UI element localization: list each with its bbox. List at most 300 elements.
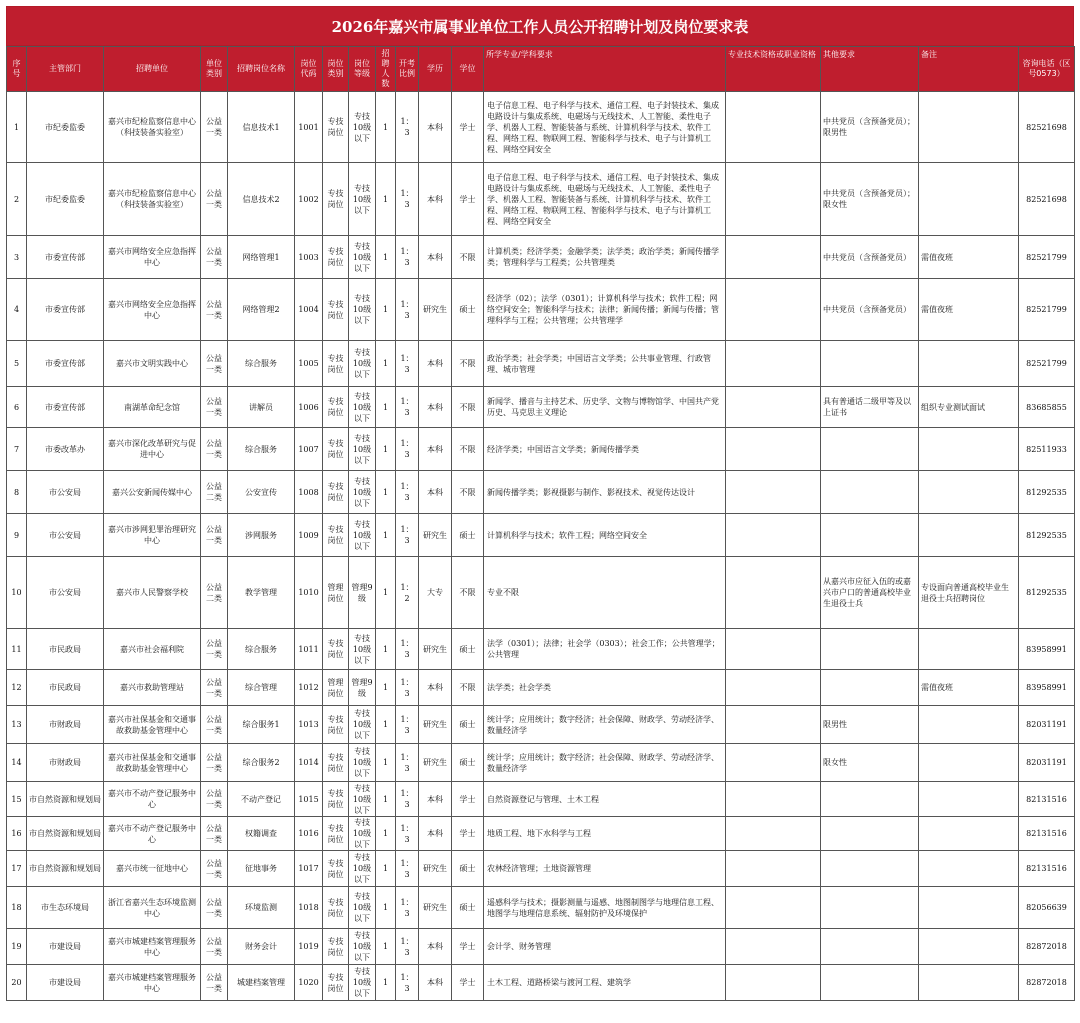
cell-other bbox=[821, 670, 919, 706]
cell-post-code: 1005 bbox=[295, 341, 323, 387]
cell-dept: 市民政局 bbox=[27, 670, 104, 706]
cell-dept: 市公安局 bbox=[27, 471, 104, 514]
cell-ratio: 1：3 bbox=[396, 929, 419, 965]
cell-phone: 82131516 bbox=[1019, 782, 1075, 817]
cell-post-level: 专技10级以下 bbox=[349, 744, 376, 782]
table-row bbox=[7, 279, 1075, 341]
cell-unit-type: 公益一类 bbox=[201, 744, 228, 782]
cell-dept: 市建设局 bbox=[27, 965, 104, 1001]
header-qualification: 专业技术资格或职业资格 bbox=[726, 47, 821, 92]
cell-post-name: 财务会计 bbox=[228, 929, 295, 965]
cell-qualification bbox=[726, 706, 821, 744]
cell-phone: 81292535 bbox=[1019, 471, 1075, 514]
cell-other bbox=[821, 514, 919, 557]
cell-post-code: 1001 bbox=[295, 92, 323, 163]
cell-degree: 硕士 bbox=[452, 706, 484, 744]
header-major: 所学专业/学科要求 bbox=[484, 47, 726, 92]
cell-education: 研究生 bbox=[419, 629, 452, 670]
header-remark: 备注 bbox=[919, 47, 1019, 92]
cell-other bbox=[821, 851, 919, 887]
cell-post-category: 专技岗位 bbox=[323, 965, 349, 1001]
cell-remark bbox=[919, 782, 1019, 817]
cell-count: 1 bbox=[376, 744, 396, 782]
cell-ratio: 1：3 bbox=[396, 706, 419, 744]
cell-dept: 市自然资源和规划局 bbox=[27, 817, 104, 851]
cell-dept: 市民政局 bbox=[27, 629, 104, 670]
table-row bbox=[7, 629, 1075, 670]
cell-phone: 83685855 bbox=[1019, 387, 1075, 428]
cell-post-category: 专技岗位 bbox=[323, 92, 349, 163]
cell-unit: 嘉兴市网络安全应急指挥中心 bbox=[104, 279, 201, 341]
cell-remark bbox=[919, 163, 1019, 236]
cell-post-name: 信息技术2 bbox=[228, 163, 295, 236]
cell-seq: 10 bbox=[7, 557, 27, 629]
cell-major: 电子信息工程、电子科学与技术、通信工程、电子封装技术、集成电路设计与集成系统、电磁场与无线技术、人工智能、柔性电子学、机器人工程、智能装备与系统、计算机科学与技术、软件工程、网络工程、物联网工程、智能科学与技术、电子与计算机工程、网络空间安全 bbox=[484, 163, 726, 236]
cell-education: 研究生 bbox=[419, 851, 452, 887]
cell-post-name: 网络管理2 bbox=[228, 279, 295, 341]
cell-degree: 硕士 bbox=[452, 279, 484, 341]
cell-other: 中共党员（含预备党员）；限男性 bbox=[821, 92, 919, 163]
cell-unit-type: 公益二类 bbox=[201, 471, 228, 514]
cell-other: 中共党员（含预备党员） bbox=[821, 279, 919, 341]
cell-seq: 14 bbox=[7, 744, 27, 782]
cell-phone: 82872018 bbox=[1019, 929, 1075, 965]
cell-post-name: 权籍调查 bbox=[228, 817, 295, 851]
cell-qualification bbox=[726, 629, 821, 670]
cell-other bbox=[821, 965, 919, 1001]
cell-unit: 浙江省嘉兴生态环境监测中心 bbox=[104, 887, 201, 929]
cell-count: 1 bbox=[376, 851, 396, 887]
cell-dept: 市委改革办 bbox=[27, 428, 104, 471]
cell-post-level: 专技10级以下 bbox=[349, 471, 376, 514]
header-post-code: 岗位代码 bbox=[295, 47, 323, 92]
recruitment-sheet bbox=[6, 6, 1074, 1001]
cell-unit: 嘉兴市不动产登记服务中心 bbox=[104, 782, 201, 817]
cell-major: 政治学类；社会学类；中国语言文学类；公共事业管理、行政管理、城市管理 bbox=[484, 341, 726, 387]
cell-education: 本科 bbox=[419, 387, 452, 428]
cell-phone: 81292535 bbox=[1019, 557, 1075, 629]
cell-seq: 3 bbox=[7, 236, 27, 279]
cell-unit: 嘉兴市救助管理站 bbox=[104, 670, 201, 706]
cell-post-name: 综合服务 bbox=[228, 428, 295, 471]
table-row bbox=[7, 557, 1075, 629]
cell-post-level: 专技10级以下 bbox=[349, 629, 376, 670]
table-row bbox=[7, 428, 1075, 471]
cell-phone: 82031191 bbox=[1019, 706, 1075, 744]
cell-ratio: 1：3 bbox=[396, 744, 419, 782]
cell-post-code: 1015 bbox=[295, 782, 323, 817]
cell-post-name: 涉网服务 bbox=[228, 514, 295, 557]
cell-education: 研究生 bbox=[419, 887, 452, 929]
header-count: 招聘人数 bbox=[376, 47, 396, 92]
cell-other bbox=[821, 471, 919, 514]
cell-education: 本科 bbox=[419, 341, 452, 387]
cell-remark: 需值夜班 bbox=[919, 236, 1019, 279]
cell-education: 本科 bbox=[419, 670, 452, 706]
cell-dept: 市财政局 bbox=[27, 744, 104, 782]
cell-unit-type: 公益一类 bbox=[201, 428, 228, 471]
cell-dept: 市委宣传部 bbox=[27, 341, 104, 387]
cell-major: 遥感科学与技术；摄影测量与遥感、地图制图学与地理信息工程、地图学与地理信息系统、辐射防护及环境保护 bbox=[484, 887, 726, 929]
cell-other: 具有普通话二级甲等及以上证书 bbox=[821, 387, 919, 428]
cell-unit: 嘉兴市不动产登记服务中心 bbox=[104, 817, 201, 851]
cell-ratio: 1：3 bbox=[396, 341, 419, 387]
cell-dept: 市自然资源和规划局 bbox=[27, 851, 104, 887]
cell-post-category: 专技岗位 bbox=[323, 341, 349, 387]
table-body bbox=[7, 92, 1075, 1001]
table-row bbox=[7, 965, 1075, 1001]
cell-remark bbox=[919, 471, 1019, 514]
cell-degree: 学士 bbox=[452, 92, 484, 163]
cell-seq: 1 bbox=[7, 92, 27, 163]
cell-post-category: 专技岗位 bbox=[323, 929, 349, 965]
cell-unit: 嘉兴市社保基金和交通事故救助基金管理中心 bbox=[104, 706, 201, 744]
cell-education: 研究生 bbox=[419, 279, 452, 341]
cell-unit-type: 公益一类 bbox=[201, 887, 228, 929]
cell-count: 1 bbox=[376, 629, 396, 670]
cell-seq: 6 bbox=[7, 387, 27, 428]
cell-education: 本科 bbox=[419, 965, 452, 1001]
cell-ratio: 1：3 bbox=[396, 670, 419, 706]
cell-seq: 13 bbox=[7, 706, 27, 744]
cell-unit-type: 公益一类 bbox=[201, 92, 228, 163]
cell-degree: 硕士 bbox=[452, 887, 484, 929]
table-row bbox=[7, 851, 1075, 887]
header-seq: 序号 bbox=[7, 47, 27, 92]
cell-post-name: 征地事务 bbox=[228, 851, 295, 887]
cell-unit: 南湖革命纪念馆 bbox=[104, 387, 201, 428]
cell-degree: 硕士 bbox=[452, 629, 484, 670]
cell-seq: 17 bbox=[7, 851, 27, 887]
cell-post-category: 专技岗位 bbox=[323, 428, 349, 471]
cell-phone: 82131516 bbox=[1019, 817, 1075, 851]
cell-unit-type: 公益一类 bbox=[201, 817, 228, 851]
cell-post-code: 1012 bbox=[295, 670, 323, 706]
cell-qualification bbox=[726, 929, 821, 965]
cell-post-name: 城建档案管理 bbox=[228, 965, 295, 1001]
cell-degree: 不限 bbox=[452, 428, 484, 471]
cell-post-name: 讲解员 bbox=[228, 387, 295, 428]
cell-ratio: 1：3 bbox=[396, 236, 419, 279]
cell-unit: 嘉兴市城建档案管理服务中心 bbox=[104, 965, 201, 1001]
header-ratio: 开考比例 bbox=[396, 47, 419, 92]
cell-post-level: 专技10级以下 bbox=[349, 817, 376, 851]
cell-post-code: 1010 bbox=[295, 557, 323, 629]
cell-unit-type: 公益一类 bbox=[201, 387, 228, 428]
cell-other bbox=[821, 929, 919, 965]
cell-post-category: 专技岗位 bbox=[323, 514, 349, 557]
cell-phone: 82872018 bbox=[1019, 965, 1075, 1001]
cell-major: 土木工程、道路桥梁与渡河工程、建筑学 bbox=[484, 965, 726, 1001]
cell-post-level: 专技10级以下 bbox=[349, 965, 376, 1001]
cell-dept: 市纪委监委 bbox=[27, 163, 104, 236]
cell-other bbox=[821, 887, 919, 929]
cell-count: 1 bbox=[376, 670, 396, 706]
cell-count: 1 bbox=[376, 341, 396, 387]
cell-major: 新闻学、播音与主持艺术、历史学、文物与博物馆学、中国共产党历史、马克思主义理论 bbox=[484, 387, 726, 428]
cell-qualification bbox=[726, 92, 821, 163]
cell-remark bbox=[919, 851, 1019, 887]
table-row bbox=[7, 92, 1075, 163]
cell-count: 1 bbox=[376, 557, 396, 629]
cell-major: 计算机类；经济学类；金融学类；法学类；政治学类；新闻传播学类；管理科学与工程类；公共管理类 bbox=[484, 236, 726, 279]
cell-other bbox=[821, 341, 919, 387]
cell-post-category: 专技岗位 bbox=[323, 236, 349, 279]
cell-seq: 16 bbox=[7, 817, 27, 851]
cell-unit-type: 公益一类 bbox=[201, 341, 228, 387]
cell-seq: 15 bbox=[7, 782, 27, 817]
table-row bbox=[7, 514, 1075, 557]
cell-other bbox=[821, 817, 919, 851]
cell-count: 1 bbox=[376, 92, 396, 163]
cell-count: 1 bbox=[376, 514, 396, 557]
table-row bbox=[7, 670, 1075, 706]
cell-other: 限男性 bbox=[821, 706, 919, 744]
cell-unit: 嘉兴市网络安全应急指挥中心 bbox=[104, 236, 201, 279]
header-unit-type: 单位类别 bbox=[201, 47, 228, 92]
cell-qualification bbox=[726, 387, 821, 428]
cell-ratio: 1：3 bbox=[396, 514, 419, 557]
cell-qualification bbox=[726, 557, 821, 629]
cell-phone: 82511933 bbox=[1019, 428, 1075, 471]
cell-phone: 82521799 bbox=[1019, 236, 1075, 279]
page-title: 2026年嘉兴市属事业单位工作人员公开招聘计划及岗位要求表 bbox=[6, 6, 1074, 46]
cell-dept: 市财政局 bbox=[27, 706, 104, 744]
cell-remark bbox=[919, 92, 1019, 163]
cell-unit: 嘉兴市纪检监察信息中心（科技装备实验室） bbox=[104, 163, 201, 236]
cell-education: 研究生 bbox=[419, 744, 452, 782]
cell-unit-type: 公益一类 bbox=[201, 163, 228, 236]
table-row bbox=[7, 163, 1075, 236]
cell-degree: 不限 bbox=[452, 471, 484, 514]
cell-post-name: 公安宣传 bbox=[228, 471, 295, 514]
cell-ratio: 1：3 bbox=[396, 387, 419, 428]
cell-dept: 市委宣传部 bbox=[27, 279, 104, 341]
cell-post-name: 综合管理 bbox=[228, 670, 295, 706]
cell-post-level: 专技10级以下 bbox=[349, 887, 376, 929]
cell-ratio: 1：3 bbox=[396, 279, 419, 341]
cell-degree: 学士 bbox=[452, 782, 484, 817]
table-row bbox=[7, 817, 1075, 851]
cell-count: 1 bbox=[376, 279, 396, 341]
cell-post-category: 专技岗位 bbox=[323, 887, 349, 929]
cell-unit-type: 公益一类 bbox=[201, 965, 228, 1001]
table-row bbox=[7, 887, 1075, 929]
table-row bbox=[7, 471, 1075, 514]
cell-qualification bbox=[726, 428, 821, 471]
cell-phone: 82521799 bbox=[1019, 341, 1075, 387]
cell-ratio: 1：3 bbox=[396, 782, 419, 817]
cell-post-category: 专技岗位 bbox=[323, 629, 349, 670]
header-row bbox=[7, 47, 1075, 92]
cell-post-code: 1013 bbox=[295, 706, 323, 744]
cell-phone: 82031191 bbox=[1019, 744, 1075, 782]
cell-qualification bbox=[726, 341, 821, 387]
cell-qualification bbox=[726, 236, 821, 279]
cell-remark bbox=[919, 341, 1019, 387]
cell-major: 地质工程、地下水科学与工程 bbox=[484, 817, 726, 851]
cell-qualification bbox=[726, 471, 821, 514]
cell-count: 1 bbox=[376, 887, 396, 929]
table-header bbox=[7, 47, 1075, 92]
cell-count: 1 bbox=[376, 236, 396, 279]
cell-post-level: 专技10级以下 bbox=[349, 851, 376, 887]
cell-post-category: 专技岗位 bbox=[323, 744, 349, 782]
cell-dept: 市委宣传部 bbox=[27, 387, 104, 428]
cell-phone: 82131516 bbox=[1019, 851, 1075, 887]
cell-major: 会计学、财务管理 bbox=[484, 929, 726, 965]
cell-remark: 组织专业测试面试 bbox=[919, 387, 1019, 428]
cell-ratio: 1：3 bbox=[396, 92, 419, 163]
cell-education: 本科 bbox=[419, 929, 452, 965]
cell-education: 本科 bbox=[419, 236, 452, 279]
cell-count: 1 bbox=[376, 929, 396, 965]
cell-unit: 嘉兴市纪检监察信息中心（科技装备实验室） bbox=[104, 92, 201, 163]
cell-education: 大专 bbox=[419, 557, 452, 629]
cell-count: 1 bbox=[376, 471, 396, 514]
cell-dept: 市生态环境局 bbox=[27, 887, 104, 929]
cell-degree: 学士 bbox=[452, 817, 484, 851]
cell-phone: 82521799 bbox=[1019, 279, 1075, 341]
cell-unit: 嘉兴公安新闻传媒中心 bbox=[104, 471, 201, 514]
header-post-category: 岗位类别 bbox=[323, 47, 349, 92]
cell-education: 本科 bbox=[419, 428, 452, 471]
table-row bbox=[7, 341, 1075, 387]
header-education: 学历 bbox=[419, 47, 452, 92]
cell-education: 本科 bbox=[419, 163, 452, 236]
cell-qualification bbox=[726, 817, 821, 851]
cell-ratio: 1：3 bbox=[396, 965, 419, 1001]
cell-post-level: 专技10级以下 bbox=[349, 387, 376, 428]
cell-qualification bbox=[726, 163, 821, 236]
cell-qualification bbox=[726, 965, 821, 1001]
cell-remark bbox=[919, 514, 1019, 557]
cell-degree: 硕士 bbox=[452, 851, 484, 887]
cell-post-code: 1004 bbox=[295, 279, 323, 341]
cell-other: 中共党员（含预备党员）；限女性 bbox=[821, 163, 919, 236]
cell-seq: 12 bbox=[7, 670, 27, 706]
cell-dept: 市公安局 bbox=[27, 557, 104, 629]
table-row bbox=[7, 387, 1075, 428]
cell-seq: 2 bbox=[7, 163, 27, 236]
cell-degree: 不限 bbox=[452, 387, 484, 428]
cell-post-level: 专技10级以下 bbox=[349, 163, 376, 236]
cell-phone: 82521698 bbox=[1019, 163, 1075, 236]
cell-post-category: 管理岗位 bbox=[323, 557, 349, 629]
cell-other: 中共党员（含预备党员） bbox=[821, 236, 919, 279]
cell-count: 1 bbox=[376, 163, 396, 236]
cell-post-category: 专技岗位 bbox=[323, 817, 349, 851]
header-degree: 学位 bbox=[452, 47, 484, 92]
header-dept: 主管部门 bbox=[27, 47, 104, 92]
cell-post-code: 1020 bbox=[295, 965, 323, 1001]
cell-qualification bbox=[726, 851, 821, 887]
cell-unit-type: 公益一类 bbox=[201, 670, 228, 706]
cell-post-category: 专技岗位 bbox=[323, 471, 349, 514]
cell-major: 法学类；社会学类 bbox=[484, 670, 726, 706]
cell-unit-type: 公益二类 bbox=[201, 557, 228, 629]
cell-post-name: 综合服务 bbox=[228, 341, 295, 387]
cell-education: 本科 bbox=[419, 471, 452, 514]
cell-degree: 学士 bbox=[452, 929, 484, 965]
cell-remark bbox=[919, 929, 1019, 965]
cell-remark bbox=[919, 887, 1019, 929]
cell-seq: 7 bbox=[7, 428, 27, 471]
cell-remark bbox=[919, 965, 1019, 1001]
cell-remark bbox=[919, 744, 1019, 782]
cell-phone: 83958991 bbox=[1019, 670, 1075, 706]
cell-ratio: 1：3 bbox=[396, 471, 419, 514]
cell-qualification bbox=[726, 514, 821, 557]
cell-seq: 20 bbox=[7, 965, 27, 1001]
cell-major: 经济学（02）；法学（0301）；计算机科学与技术；软件工程；网络空间安全；智能科学与技术；法律；新闻传播；新闻与传播；管理科学与工程；公共管理；公共管理学 bbox=[484, 279, 726, 341]
cell-post-level: 专技10级以下 bbox=[349, 341, 376, 387]
cell-education: 本科 bbox=[419, 782, 452, 817]
cell-other bbox=[821, 782, 919, 817]
cell-post-code: 1009 bbox=[295, 514, 323, 557]
cell-education: 研究生 bbox=[419, 706, 452, 744]
cell-dept: 市建设局 bbox=[27, 929, 104, 965]
cell-ratio: 1：3 bbox=[396, 629, 419, 670]
table-row bbox=[7, 782, 1075, 817]
cell-post-code: 1011 bbox=[295, 629, 323, 670]
cell-unit: 嘉兴市涉网犯罪治理研究中心 bbox=[104, 514, 201, 557]
cell-remark: 专设面向普通高校毕业生退役士兵招聘岗位 bbox=[919, 557, 1019, 629]
cell-other bbox=[821, 629, 919, 670]
cell-qualification bbox=[726, 782, 821, 817]
cell-unit-type: 公益一类 bbox=[201, 236, 228, 279]
cell-post-level: 专技10级以下 bbox=[349, 428, 376, 471]
cell-count: 1 bbox=[376, 706, 396, 744]
cell-post-name: 环境监测 bbox=[228, 887, 295, 929]
cell-post-level: 专技10级以下 bbox=[349, 92, 376, 163]
cell-post-name: 综合服务 bbox=[228, 629, 295, 670]
cell-post-name: 综合服务2 bbox=[228, 744, 295, 782]
cell-remark: 需值夜班 bbox=[919, 670, 1019, 706]
cell-unit-type: 公益一类 bbox=[201, 629, 228, 670]
cell-seq: 8 bbox=[7, 471, 27, 514]
cell-post-code: 1007 bbox=[295, 428, 323, 471]
cell-count: 1 bbox=[376, 782, 396, 817]
cell-post-name: 网络管理1 bbox=[228, 236, 295, 279]
cell-post-category: 专技岗位 bbox=[323, 163, 349, 236]
cell-degree: 不限 bbox=[452, 670, 484, 706]
header-post-name: 招聘岗位名称 bbox=[228, 47, 295, 92]
cell-other: 从嘉兴市应征入伍的或嘉兴市户口的普通高校毕业生退役士兵 bbox=[821, 557, 919, 629]
cell-qualification bbox=[726, 670, 821, 706]
cell-unit: 嘉兴市社保基金和交通事故救助基金管理中心 bbox=[104, 744, 201, 782]
cell-post-level: 专技10级以下 bbox=[349, 782, 376, 817]
cell-major: 经济学类；中国语言文学类；新闻传播学类 bbox=[484, 428, 726, 471]
cell-ratio: 1：3 bbox=[396, 817, 419, 851]
header-unit: 招聘单位 bbox=[104, 47, 201, 92]
cell-post-level: 管理9级 bbox=[349, 670, 376, 706]
cell-remark: 需值夜班 bbox=[919, 279, 1019, 341]
cell-count: 1 bbox=[376, 965, 396, 1001]
cell-degree: 学士 bbox=[452, 163, 484, 236]
cell-post-level: 专技10级以下 bbox=[349, 929, 376, 965]
cell-unit: 嘉兴市人民警察学校 bbox=[104, 557, 201, 629]
cell-post-code: 1019 bbox=[295, 929, 323, 965]
recruitment-table bbox=[6, 46, 1075, 1001]
cell-ratio: 1：3 bbox=[396, 428, 419, 471]
cell-dept: 市委宣传部 bbox=[27, 236, 104, 279]
cell-unit-type: 公益一类 bbox=[201, 782, 228, 817]
cell-phone: 81292535 bbox=[1019, 514, 1075, 557]
cell-ratio: 1：3 bbox=[396, 163, 419, 236]
cell-phone: 83958991 bbox=[1019, 629, 1075, 670]
cell-major: 统计学；应用统计；数字经济；社会保障、财政学、劳动经济学、数量经济学 bbox=[484, 706, 726, 744]
